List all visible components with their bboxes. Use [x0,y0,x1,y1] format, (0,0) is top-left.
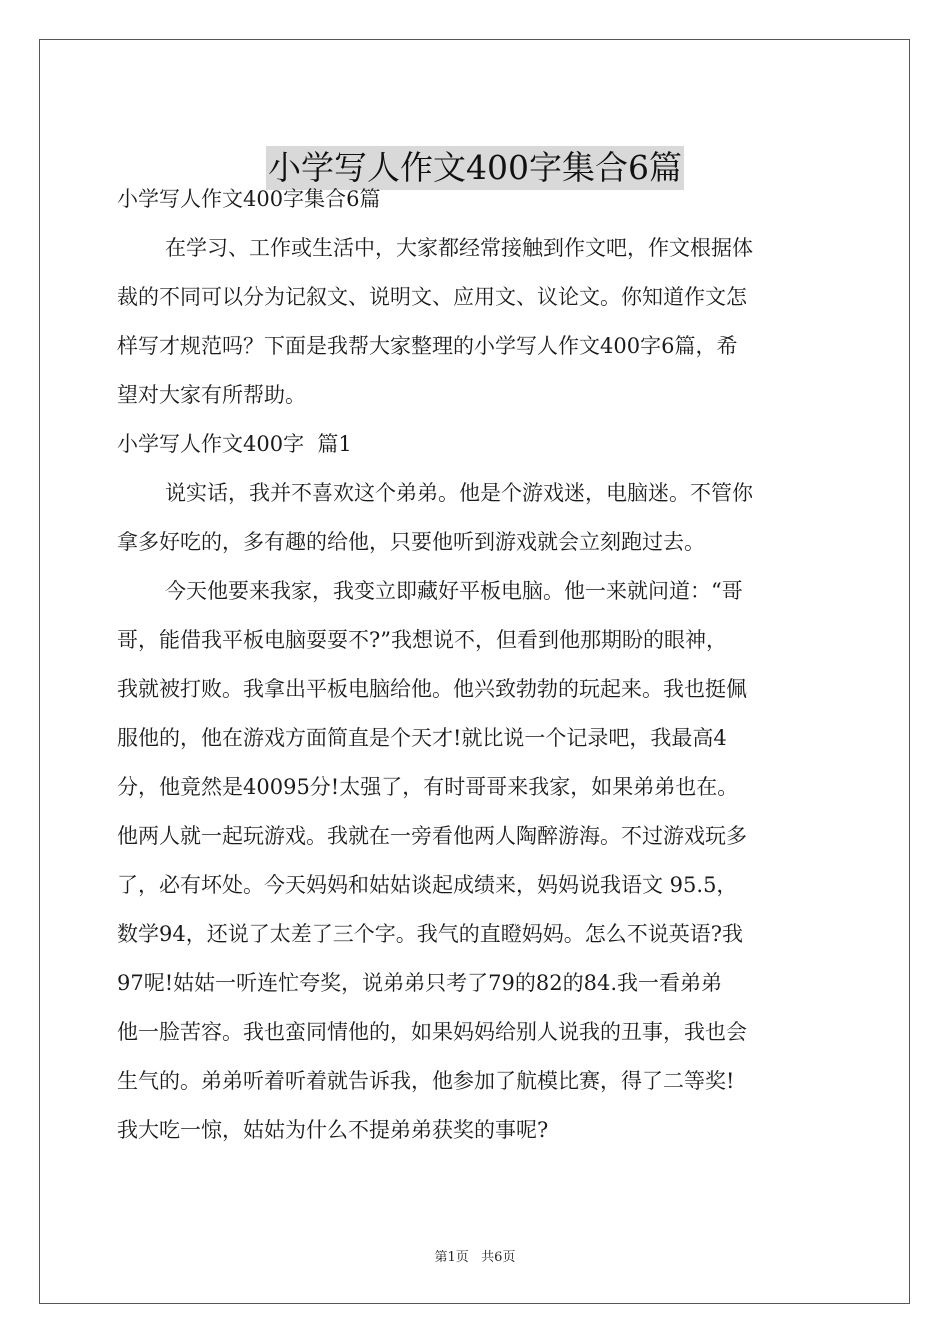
text-line: 他两人就一起玩游戏。我就在一旁看他两人陶醉游海。不过游戏玩多 [117,824,747,848]
section-heading: 小学写人作文400字 篇1 [117,432,352,456]
paragraph-intro [117,224,833,420]
paragraph-1 [117,469,833,567]
text-line: 望对大家有所帮助。 [117,383,306,407]
document-title: 小学写人作文400字集合6篇 [266,146,684,190]
text-line: 分，他竟然是40095分!太强了，有时哥哥来我家，如果弟弟也在。 [117,775,739,799]
text-line: 今天他要来我家，我变立即藏好平板电脑。他一来就问道：“哥 [165,579,743,603]
document-body [117,175,833,1155]
text-line: 97呢!姑姑一听连忙夸奖，说弟弟只考了79的82的84.我一看弟弟 [117,971,722,995]
text-line: 裁的不同可以分为记叙文、说明文、应用文、议论文。你知道作文怎 [117,285,747,309]
text-line: 生气的。弟弟听着听着就告诉我，他参加了航模比赛，得了二等奖! [117,1069,735,1093]
text-line: 我就被打败。我拿出平板电脑给他。他兴致勃勃的玩起来。我也挺佩 [117,677,747,701]
text-line: 了，必有坏处。今天妈妈和姑姑谈起成绩来，妈妈说我语文 95.5， [117,873,738,897]
text-line: 拿多好吃的，多有趣的给他，只要他听到游戏就会立刻跑过去。 [117,530,705,554]
page-footer: 第1页 共6页 [434,1250,516,1265]
text-line: 数学94，还说了太差了三个字。我气的直瞪妈妈。怎么不说英语?我 [117,922,743,946]
text-line: 我大吃一惊，姑姑为什么不提弟弟获奖的事呢? [117,1118,549,1142]
text-line: 说实话，我并不喜欢这个弟弟。他是个游戏迷，电脑迷。不管你 [165,481,753,505]
paragraph-2 [117,567,833,1155]
document-subtitle: 小学写人作文400字集合6篇 [117,187,381,211]
text-line: 他一脸苦容。我也蛮同情他的，如果妈妈给别人说我的丑事，我也会 [117,1020,747,1044]
text-line: 在学习、工作或生活中，大家都经常接触到作文吧，作文根据体 [165,236,753,260]
text-line: 样写才规范吗？下面是我帮大家整理的小学写人作文400字6篇，希 [117,334,738,358]
text-line: 服他的，他在游戏方面简直是个天才!就比说一个记录吧，我最高4 [117,726,727,750]
text-line: 哥，能借我平板电脑耍耍不?”我想说不，但看到他那期盼的眼神， [117,628,727,652]
